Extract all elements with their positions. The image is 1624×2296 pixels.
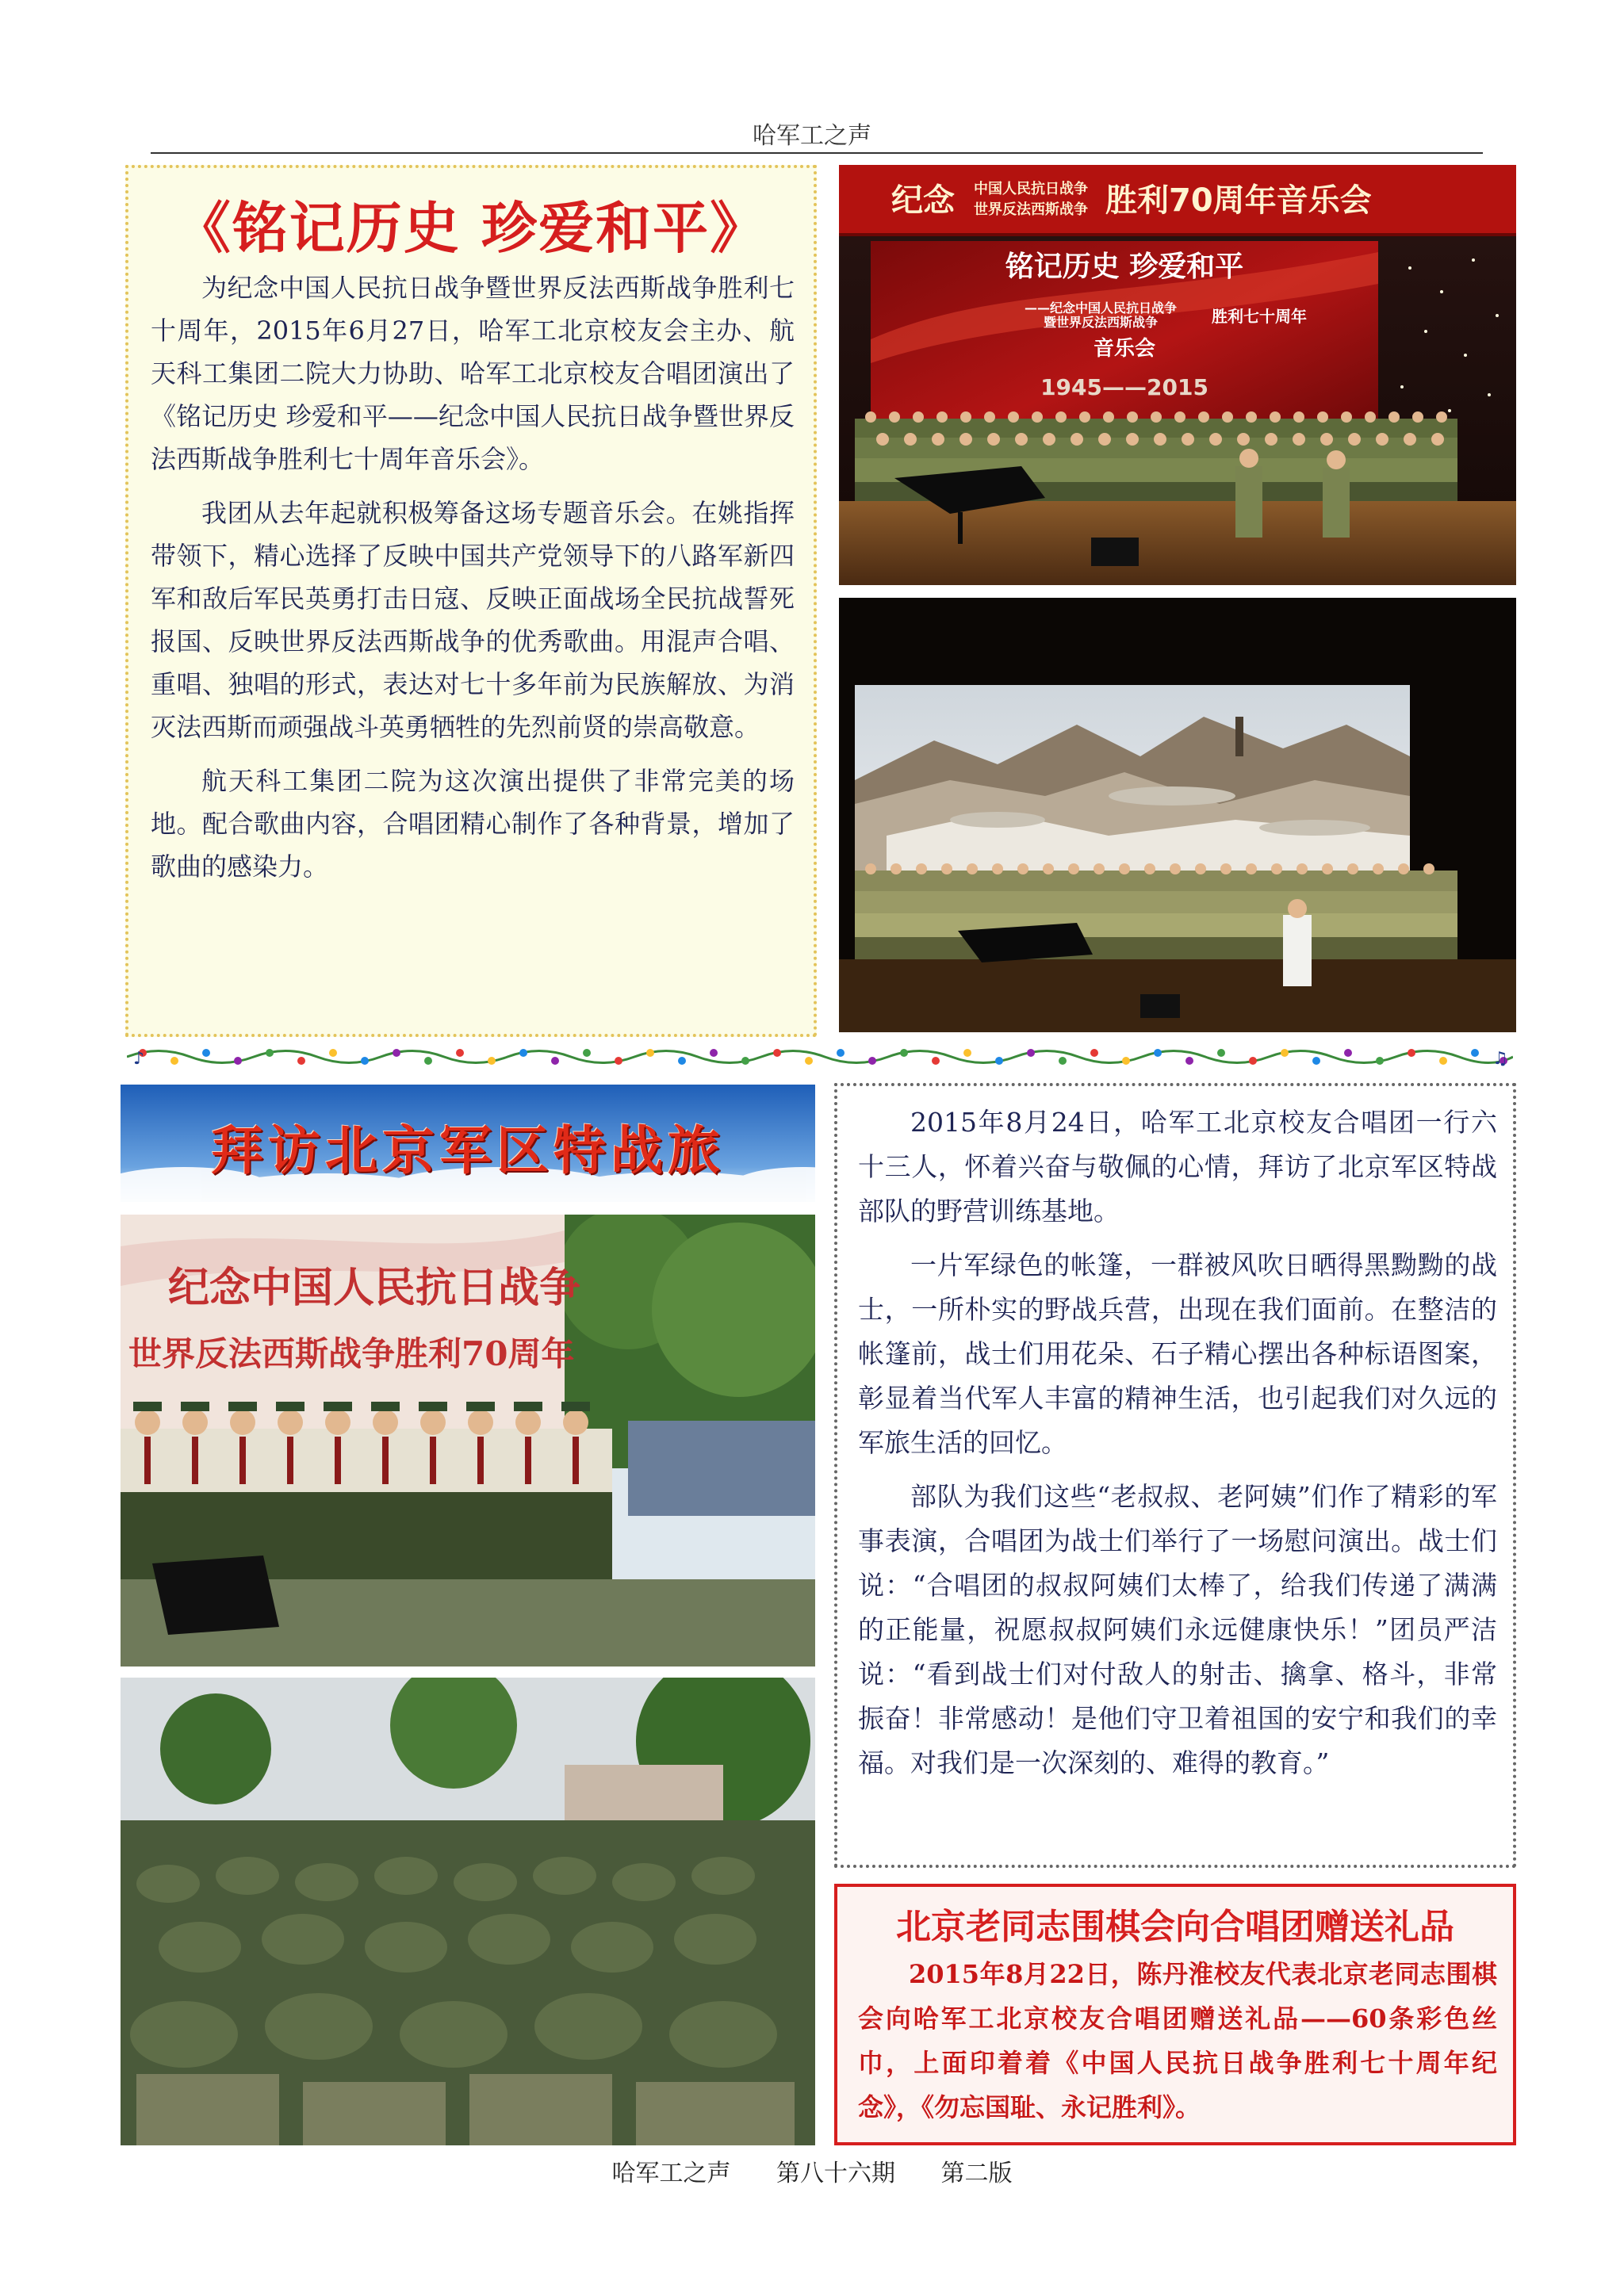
footer-issue: 第八十六期: [776, 2160, 895, 2187]
svg-text:♪: ♪: [133, 1049, 145, 1069]
article2-paragraph: 2015年8月24日，哈军工北京校友合唱团一行六十三人，怀着兴奋与敬佩的心情，拜访了北京军区特战部队的野营训练基地。: [858, 1107, 1497, 1226]
outdoor-choir-photo: [121, 1215, 815, 1667]
footer-page: 第二版: [940, 2160, 1013, 2187]
article3-title: 北京老同志围棋会向合唱团赠送礼品: [896, 1907, 1454, 1947]
photo1-banner-main: 胜利70周年音乐会: [1105, 182, 1372, 219]
decorative-divider: [127, 1045, 1513, 1069]
article3-paragraph: 2015年8月22日，陈丹淮校友代表北京老同志围棋会向哈军工北京校友合唱团赠送礼品——60条彩色丝巾，上面印着着《中国人民抗日战争胜利七十周年纪念》，《勿忘国耻、永记胜利》。: [858, 1959, 1497, 2122]
header-title: 哈军工之声: [753, 122, 871, 150]
article1-body: [151, 266, 795, 888]
article2-title: 拜访北京军区特战旅: [211, 1120, 725, 1181]
footer-paper-name: 哈军工之声: [611, 2160, 731, 2187]
article1-paragraph: 航天科工集团二院为这次演出提供了非常完美的场地。配合歌曲内容，合唱团精心制作了各种背景，增加了歌曲的感染力。: [151, 766, 795, 882]
article1-title: 《铭记历史 珍爱和平》: [174, 196, 768, 261]
photo1-screen-sub: ——纪念中国人民抗日战争: [1024, 300, 1178, 316]
article2-paragraph: 部队为我们这些“老叔叔、老阿姨”们作了精彩的军事表演，合唱团为战士们举行了一场慰问演出。战士们说：“合唱团的叔叔阿姨们太棒了，给我们传递了满满的正能量，祝愿叔叔阿姨们永远健康快乐！”团员严洁说：“看到战士们对付敌人的射击、擒拿、格斗，非常振奋！非常感动！是他们守卫着祖国的安宁和我们的幸福。对我们是一次深刻的、难得的教育。”: [858, 1481, 1497, 1778]
photo3-banner-line: 纪念中国人民抗日战争: [168, 1264, 581, 1312]
soldiers-audience-photo: [121, 1678, 815, 2145]
photo1-screen-title: 铭记历史 珍爱和平: [1005, 251, 1244, 283]
header-rule: [151, 152, 1483, 154]
article1-paragraph: 为纪念中国人民抗日战争暨世界反法西斯战争胜利七十周年，2015年6月27日，哈军工北京校友会主办、航天科工集团二院大力协助、哈军工北京校友合唱团演出了《铭记历史 珍爱和平——纪念中国人民抗日战争暨世界反法西斯战争胜利七十周年音乐会》。: [151, 273, 795, 474]
concert-mountain-photo: [839, 598, 1516, 1032]
article2-paragraph: 一片军绿色的帐篷，一群被风吹日晒得黑黝黝的战士，一所朴实的野战兵营，出现在我们面前。在整洁的帐篷前，战士们用花朵、石子精心摆出各种标语图案，彰显着当代军人丰富的精神生活，也引起我们对久远的军旅生活的回忆。: [858, 1249, 1497, 1458]
article3-body: [858, 1952, 1497, 2130]
photo1-banner-small: 中国人民抗日战争: [974, 181, 1088, 197]
svg-text:♫: ♫: [1492, 1049, 1508, 1069]
photo3-banner-line: 世界反法西斯战争胜利70周年: [128, 1334, 575, 1373]
photo1-banner-lead: 纪念: [891, 182, 955, 219]
photo1-screen-sub: 暨世界反法西斯战争: [1043, 315, 1159, 330]
article1-paragraph: 我团从去年起就积极筹备这场专题音乐会。在姚指挥带领下，精心选择了反映中国共产党领导下的八路军新四军和敌后军民英勇打击日寇、反映正面战场全民抗战誓死报国、反映世界反法西斯战争的优秀歌曲。用混声合唱、重唱、独唱的形式，表达对七十多年前为民族解放、为消灭法西斯而顽强战斗英勇牺牲的先烈前贤的崇高敬意。: [151, 498, 795, 742]
footer: [0, 2153, 1624, 2188]
photo1-screen-sub: 音乐会: [1093, 337, 1156, 361]
photo1-banner-small: 世界反法西斯战争: [974, 201, 1088, 218]
photo1-screen-sub: 胜利七十周年: [1212, 307, 1307, 326]
photo1-screen-years: 1945——2015: [1040, 374, 1208, 400]
article2-body: [858, 1100, 1497, 1785]
concert-stage-photo: [839, 165, 1516, 585]
